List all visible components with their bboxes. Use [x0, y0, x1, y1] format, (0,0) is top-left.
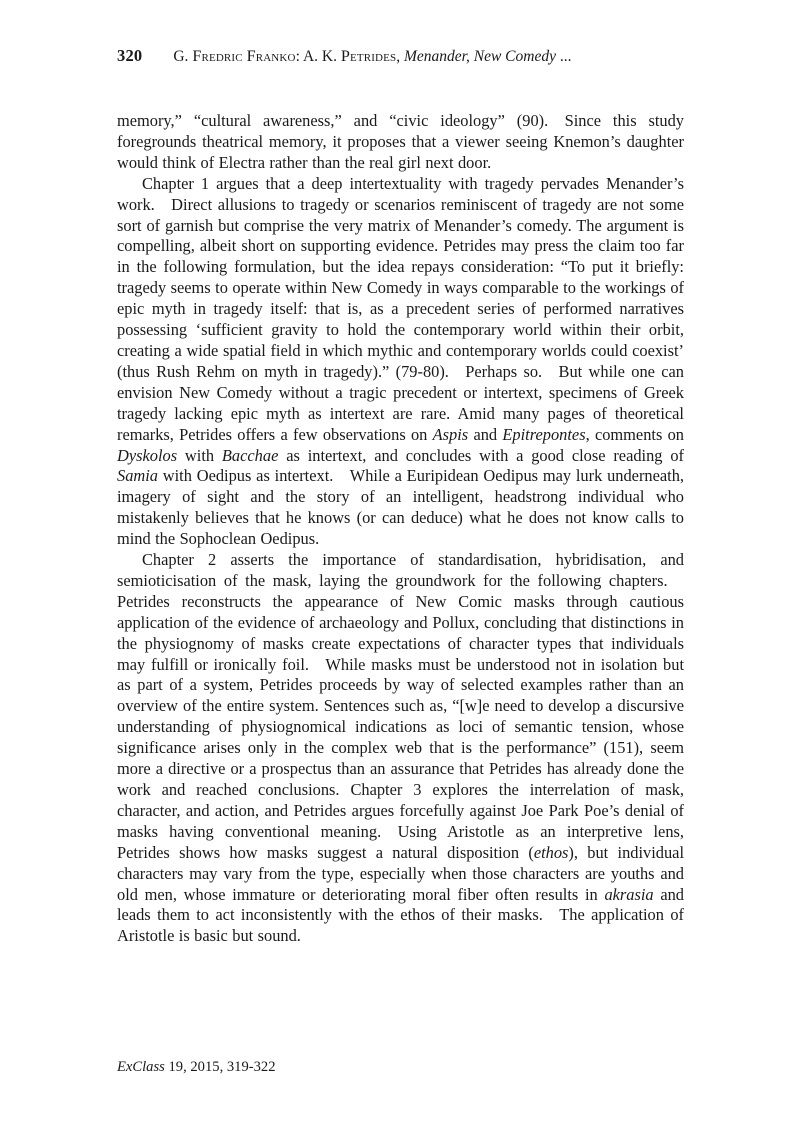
footer-citation — [117, 1057, 276, 1077]
paragraph-chapter-2 — [117, 550, 684, 947]
text-run: as intertext, and concludes with a good close reading of — [278, 445, 684, 465]
text-run: ), but individual characters may vary from the type, especially when those characters are youths and old men, whose immature or deteriorating moral fiber often results in — [117, 842, 684, 904]
reviewer-last-name: Franko — [246, 47, 296, 65]
italic-title: akrasia — [604, 884, 654, 904]
italic-title: Epitrepontes — [502, 424, 586, 444]
italic-title: ethos — [533, 842, 569, 862]
journal-name: ExClass — [117, 1059, 165, 1075]
text-run: with Oedipus as intertext. While a Euripidean Oedipus may lurk underneath, imagery of sight and the story of an intelligent, headstrong individual who mistakenly believes that he knows (or can deduce) what he does not know calls to mind the Sophoclean Oedipus. — [117, 466, 684, 549]
book-author-initials: A. K. — [302, 48, 337, 65]
italic-title: Aspis — [432, 424, 469, 444]
book-author-last-name: Petrides — [340, 47, 397, 65]
page-number: 320 — [117, 46, 143, 65]
running-head — [117, 44, 683, 68]
journal-volume-year-pages: 19, 2015, 319-322 — [164, 1059, 276, 1075]
italic-title: Dyskolos — [117, 445, 178, 465]
book-title: Menander, New Comedy — [404, 48, 556, 65]
reviewer-first-name: Fredric — [192, 47, 243, 65]
body-text-column — [117, 111, 684, 947]
text-run: Chapter 2 asserts the importance of standardisation, hybridisation, and semioticisation of the mask, laying the groundwork for the following chapters. Petrides reconstructs the appearance of New Comic masks through cautious application of the evidence of archaeology and Pollux, concluding that distinctions in the physiognomy of masks create expectations of character types that individuals may fulfill or ironically foil. While masks must be understood not in isolation but as part of a system, Petrides proceeds by way of selected examples rather than an overview of the entire system. Sentences such as, “[w]e need to develop a discursive understanding of physiognomical indications as loci of semantic tension, whose significance arises only in the complex web that is the performance” (151), seem more a directive or a prospectus than an assurance that Petrides has already done the work and reached conclusions. Chapter 3 explores the interrelation of mask, character, and action, and Petrides argues forcefully against Joe Park Poe’s denial of masks having conventional meaning. Using Aristotle as an interpretive lens, Petrides shows how masks suggest a natural disposition ( — [117, 550, 684, 862]
text-run: Chapter 1 argues that a deep intertextuality with tragedy pervades Menander’s work. Direct allusions to tragedy or scenarios reminiscent of tragedy are not some sort of garnish but comprise the very matrix of Menander’s comedy. The argument is compelling, albeit short on supporting evidence. Petrides may press the claim too far in the following formulation, but the idea repays consideration: “To put it briefly: tragedy seems to operate within New Comedy in ways comparable to the workings of epic myth in tragedy itself: that is, as a precedent series of performed narratives possessing ‘sufficient gravity to hold the contemporary world within their orbit, creating a wide spatial field in which mythic and contemporary worlds could coexist’ (thus Rush Rehm on myth in tragedy).” (79-80). Perhaps so. But while one can envision New Comedy without a tragic precedent or intertext, specimens of Greek tragedy lacking epic myth as intertext are rare. Amid many pages of theoretical remarks, Petrides offers a few observations on — [117, 173, 684, 444]
head-comma: , — [396, 48, 401, 65]
head-separator: : — [295, 48, 300, 65]
head-ellipsis: ... — [559, 48, 572, 65]
text-run: with — [177, 445, 222, 465]
text-run: memory,” “cultural awareness,” and “civic ideology” (90). Since this study foregrounds theatrical memory, it proposes that a viewer seeing Knemon’s daughter would think of Electra rather than the real girl next door. — [117, 111, 684, 172]
paragraph-memory — [117, 111, 684, 174]
text-run: and — [468, 424, 503, 444]
text-run: and leads them to act inconsistently with the ethos of their masks. The application of Aristotle is basic but sound. — [117, 884, 685, 946]
italic-title: Bacchae — [221, 445, 279, 465]
text-run: , comments on — [585, 424, 684, 444]
running-head-title — [173, 48, 571, 65]
reviewer-initial: G. — [173, 48, 189, 65]
paragraph-chapter-1 — [117, 174, 684, 550]
italic-title: Samia — [117, 466, 158, 486]
